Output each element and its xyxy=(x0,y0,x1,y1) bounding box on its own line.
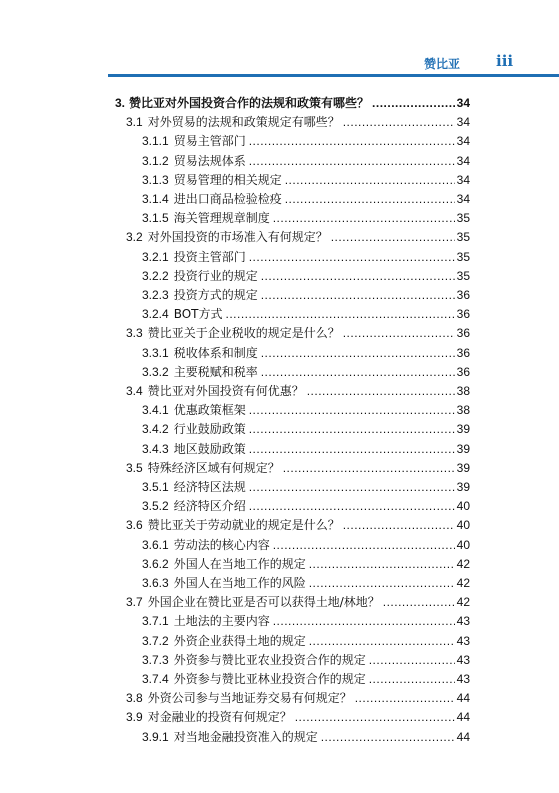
toc-entry-page: 43 xyxy=(456,633,470,648)
dot-leader xyxy=(309,555,455,573)
toc-entry-title: 投资方式的规定 xyxy=(173,288,258,302)
toc-entry[interactable] xyxy=(126,708,470,726)
dot-leader xyxy=(261,267,455,285)
dot-leader xyxy=(343,516,455,534)
toc-entry-page: 43 xyxy=(456,672,470,686)
toc-entry[interactable] xyxy=(142,344,470,362)
toc-entry-title: 地区鼓励政策 xyxy=(173,441,246,456)
dot-leader xyxy=(321,728,455,746)
toc-entry[interactable] xyxy=(126,516,470,534)
toc-entry-title: 贸易主管部门 xyxy=(173,134,246,149)
toc-entry[interactable] xyxy=(142,536,470,554)
toc-entry-title: 投资主管部门 xyxy=(173,249,246,264)
running-header-title: 赞比亚 xyxy=(424,57,461,71)
toc-entry-number: 3.5.2 xyxy=(142,499,169,514)
toc-entry-page: 34 xyxy=(456,134,470,149)
dot-leader xyxy=(295,708,455,726)
toc-entry[interactable] xyxy=(142,209,470,227)
toc-entry-page: 34 xyxy=(456,115,470,130)
header-rule xyxy=(108,74,559,77)
dot-leader xyxy=(343,113,455,131)
toc-entry-page: 42 xyxy=(456,556,470,571)
toc-entry-number: 3.1.5 xyxy=(142,211,169,226)
toc-entry-number: 3.6.1 xyxy=(142,537,169,552)
toc-entry-page: 42 xyxy=(456,595,470,610)
dot-leader xyxy=(249,132,455,150)
toc-entry[interactable] xyxy=(142,171,470,189)
dot-leader xyxy=(249,401,455,419)
toc-entry-title: 经济特区法规 xyxy=(173,480,246,494)
dot-leader xyxy=(283,459,455,477)
dot-leader xyxy=(307,382,455,400)
dot-leader xyxy=(355,689,455,707)
toc-entry-number: 3.1 xyxy=(126,115,143,130)
toc-entry-title: 对外贸易的法规和政策规定有哪些？ xyxy=(147,115,340,130)
toc-entry[interactable] xyxy=(142,651,470,669)
toc-entry-title: 外国人在当地工作的规定 xyxy=(173,556,306,571)
toc-entry-number: 3.4.1 xyxy=(142,403,169,418)
toc-entry-page: 44 xyxy=(456,691,470,706)
toc-entry-title: 对外国投资的市场准入有何规定？ xyxy=(147,230,328,245)
toc-entry[interactable] xyxy=(126,324,470,342)
toc-entry-page: 39 xyxy=(456,422,470,437)
toc-entry-number: 3.7.3 xyxy=(142,652,169,667)
page-number: iii xyxy=(496,52,514,70)
toc-entry-number: 3.9.1 xyxy=(142,729,169,744)
toc-entry[interactable] xyxy=(126,228,470,246)
toc-entry-number: 3.1.2 xyxy=(142,153,169,168)
toc-entry[interactable] xyxy=(142,305,470,323)
toc-entry-page: 43 xyxy=(456,614,470,629)
toc-entry-title: 进出口商品检验检疫 xyxy=(173,192,282,206)
toc-entry-number: 3.3.1 xyxy=(142,345,169,360)
toc-entry-number: 3.1.4 xyxy=(142,192,169,206)
toc-entry-page: 36 xyxy=(456,326,470,341)
toc-entry-title: 赞比亚对外国投资有何优惠？ xyxy=(147,384,304,398)
toc-entry[interactable] xyxy=(142,497,470,515)
toc-entry-page: 34 xyxy=(456,192,470,206)
toc-entry-number: 3.8 xyxy=(126,691,143,706)
toc-entry[interactable] xyxy=(126,113,470,131)
toc-entry-page: 38 xyxy=(456,384,470,398)
toc-entry[interactable] xyxy=(126,382,470,400)
toc-entry-number: 3.2.2 xyxy=(142,268,169,283)
toc-entry-page: 35 xyxy=(456,249,470,264)
toc-entry-number: 3.3.2 xyxy=(142,364,169,379)
toc-entry-page: 40 xyxy=(456,518,470,533)
toc-entry[interactable] xyxy=(142,132,470,150)
toc-entry-title: BOT方式 xyxy=(173,307,223,322)
dot-leader xyxy=(249,152,455,170)
toc-entry-number: 3.7.2 xyxy=(142,633,169,648)
dot-leader xyxy=(383,593,455,611)
dot-leader xyxy=(273,209,455,227)
toc-entry-page: 38 xyxy=(456,403,470,418)
toc-entry-number: 3. xyxy=(115,96,126,110)
toc-entry-number: 3.9 xyxy=(126,710,143,725)
dot-leader xyxy=(249,440,455,458)
toc-entry-title: 投资行业的规定 xyxy=(173,268,258,283)
toc-entry-title: 主要税赋和税率 xyxy=(173,364,258,379)
toc-entry-number: 3.2.3 xyxy=(142,288,169,302)
toc-entry-page: 42 xyxy=(456,576,470,590)
toc-entry-title: 外资参与赞比亚林业投资合作的规定 xyxy=(173,672,366,686)
toc-entry-page: 44 xyxy=(456,710,470,725)
toc-entry-page: 44 xyxy=(456,729,470,744)
toc-entry-page: 34 xyxy=(456,153,470,168)
toc-entry-title: 特殊经济区域有何规定？ xyxy=(147,460,280,475)
toc-entry-number: 3.4 xyxy=(126,384,143,398)
toc-entry[interactable] xyxy=(142,248,470,266)
toc-entry-number: 3.6.3 xyxy=(142,576,169,590)
toc-entry-number: 3.2.4 xyxy=(142,307,169,322)
toc-entry-title: 对当地金融投资准入的规定 xyxy=(173,729,318,744)
toc-entry-page: 35 xyxy=(456,268,470,283)
toc-entry-title: 税收体系和制度 xyxy=(173,345,258,360)
toc-entry-title: 优惠政策框架 xyxy=(173,403,246,418)
toc-entry-number: 3.3 xyxy=(126,326,143,341)
toc-entry[interactable] xyxy=(142,152,470,170)
toc-entry[interactable] xyxy=(142,555,470,573)
dot-leader xyxy=(249,420,455,438)
dot-leader xyxy=(249,497,455,515)
toc-entry-page: 39 xyxy=(456,441,470,456)
toc-entry-title: 外资参与赞比亚农业投资合作的规定 xyxy=(173,652,366,667)
dot-leader xyxy=(309,632,455,650)
toc-entry[interactable] xyxy=(126,689,470,707)
toc-entry-number: 3.4.2 xyxy=(142,422,169,437)
toc-entry[interactable] xyxy=(142,190,470,208)
toc-entry[interactable] xyxy=(142,728,470,746)
toc-entry-title: 贸易法规体系 xyxy=(173,153,246,168)
toc-entry[interactable] xyxy=(142,632,470,650)
toc-entry-title: 赞比亚关于劳动就业的规定是什么？ xyxy=(147,518,340,533)
dot-leader xyxy=(369,651,455,669)
toc-entry-title: 海关管理规章制度 xyxy=(173,211,270,226)
toc-entry[interactable] xyxy=(115,94,470,112)
toc-entry-title: 行业鼓励政策 xyxy=(173,422,246,437)
toc-entry-page: 39 xyxy=(456,480,470,494)
toc-entry-title: 外资企业获得土地的规定 xyxy=(173,633,306,648)
toc-entry-number: 3.2.1 xyxy=(142,249,169,264)
toc-entry-page: 40 xyxy=(456,537,470,552)
toc-entry-title: 土地法的主要内容 xyxy=(173,614,270,629)
toc-entry-title: 对金融业的投资有何规定？ xyxy=(147,710,292,725)
toc-entry-number: 3.5 xyxy=(126,460,143,475)
toc-entry[interactable] xyxy=(126,593,470,611)
toc-entry-title: 外资公司参与当地证券交易有何规定？ xyxy=(147,691,352,706)
dot-leader xyxy=(261,344,455,362)
toc-entry-page: 36 xyxy=(456,288,470,302)
toc-entry[interactable] xyxy=(142,612,470,630)
toc-entry-number: 3.1.3 xyxy=(142,172,169,187)
toc-entry[interactable] xyxy=(142,440,470,458)
dot-leader xyxy=(273,536,455,554)
dot-leader xyxy=(226,305,455,323)
dot-leader xyxy=(261,363,455,381)
dot-leader xyxy=(261,286,455,304)
dot-leader xyxy=(369,670,455,688)
toc-entry-page: 43 xyxy=(456,652,470,667)
toc-entry-page: 35 xyxy=(456,230,470,245)
toc-entry[interactable] xyxy=(126,459,470,477)
dot-leader xyxy=(372,94,455,112)
toc-entry-page: 34 xyxy=(456,96,470,110)
toc-entry-number: 3.7.4 xyxy=(142,672,169,686)
toc-entry-title: 外国人在当地工作的风险 xyxy=(173,576,306,590)
toc-entry-page: 40 xyxy=(456,499,470,514)
dot-leader xyxy=(331,228,455,246)
toc-entry-number: 3.7.1 xyxy=(142,614,169,629)
toc-entry-title: 赞比亚对外国投资合作的法规和政策有哪些？ xyxy=(129,96,370,110)
toc-entry[interactable] xyxy=(142,574,470,592)
toc-entry-title: 赞比亚关于企业税收的规定是什么？ xyxy=(147,326,340,341)
toc-entry-number: 3.6 xyxy=(126,518,143,533)
toc-entry-number: 3.5.1 xyxy=(142,480,169,494)
toc-entry-number: 3.7 xyxy=(126,595,143,610)
dot-leader xyxy=(249,248,455,266)
toc-entry-title: 贸易管理的相关规定 xyxy=(173,172,282,187)
dot-leader xyxy=(273,612,455,630)
dot-leader xyxy=(285,171,455,189)
dot-leader xyxy=(343,324,455,342)
dot-leader xyxy=(309,574,455,592)
toc-entry-number: 3.6.2 xyxy=(142,556,169,571)
dot-leader xyxy=(285,190,455,208)
toc-entry[interactable] xyxy=(142,478,470,496)
toc-entry[interactable] xyxy=(142,286,470,304)
toc-entry-title: 经济特区介绍 xyxy=(173,499,246,514)
toc-entry[interactable] xyxy=(142,420,470,438)
toc-entry[interactable] xyxy=(142,267,470,285)
toc-entry-page: 34 xyxy=(456,172,470,187)
toc-entry-title: 外国企业在赞比亚是否可以获得土地/林地？ xyxy=(147,595,380,610)
toc-entry-page: 36 xyxy=(456,307,470,322)
toc-entry[interactable] xyxy=(142,363,470,381)
toc-entry-page: 36 xyxy=(456,364,470,379)
toc-entry-page: 36 xyxy=(456,345,470,360)
toc-entry-page: 35 xyxy=(456,211,470,226)
dot-leader xyxy=(249,478,455,496)
toc-entry[interactable] xyxy=(142,670,470,688)
toc-entry-page: 39 xyxy=(456,460,470,475)
toc-entry-number: 3.4.3 xyxy=(142,441,169,456)
toc-entry-title: 劳动法的核心内容 xyxy=(173,537,270,552)
toc-entry-number: 3.2 xyxy=(126,230,143,245)
toc-entry[interactable] xyxy=(142,401,470,419)
toc-entry-number: 3.1.1 xyxy=(142,134,169,149)
